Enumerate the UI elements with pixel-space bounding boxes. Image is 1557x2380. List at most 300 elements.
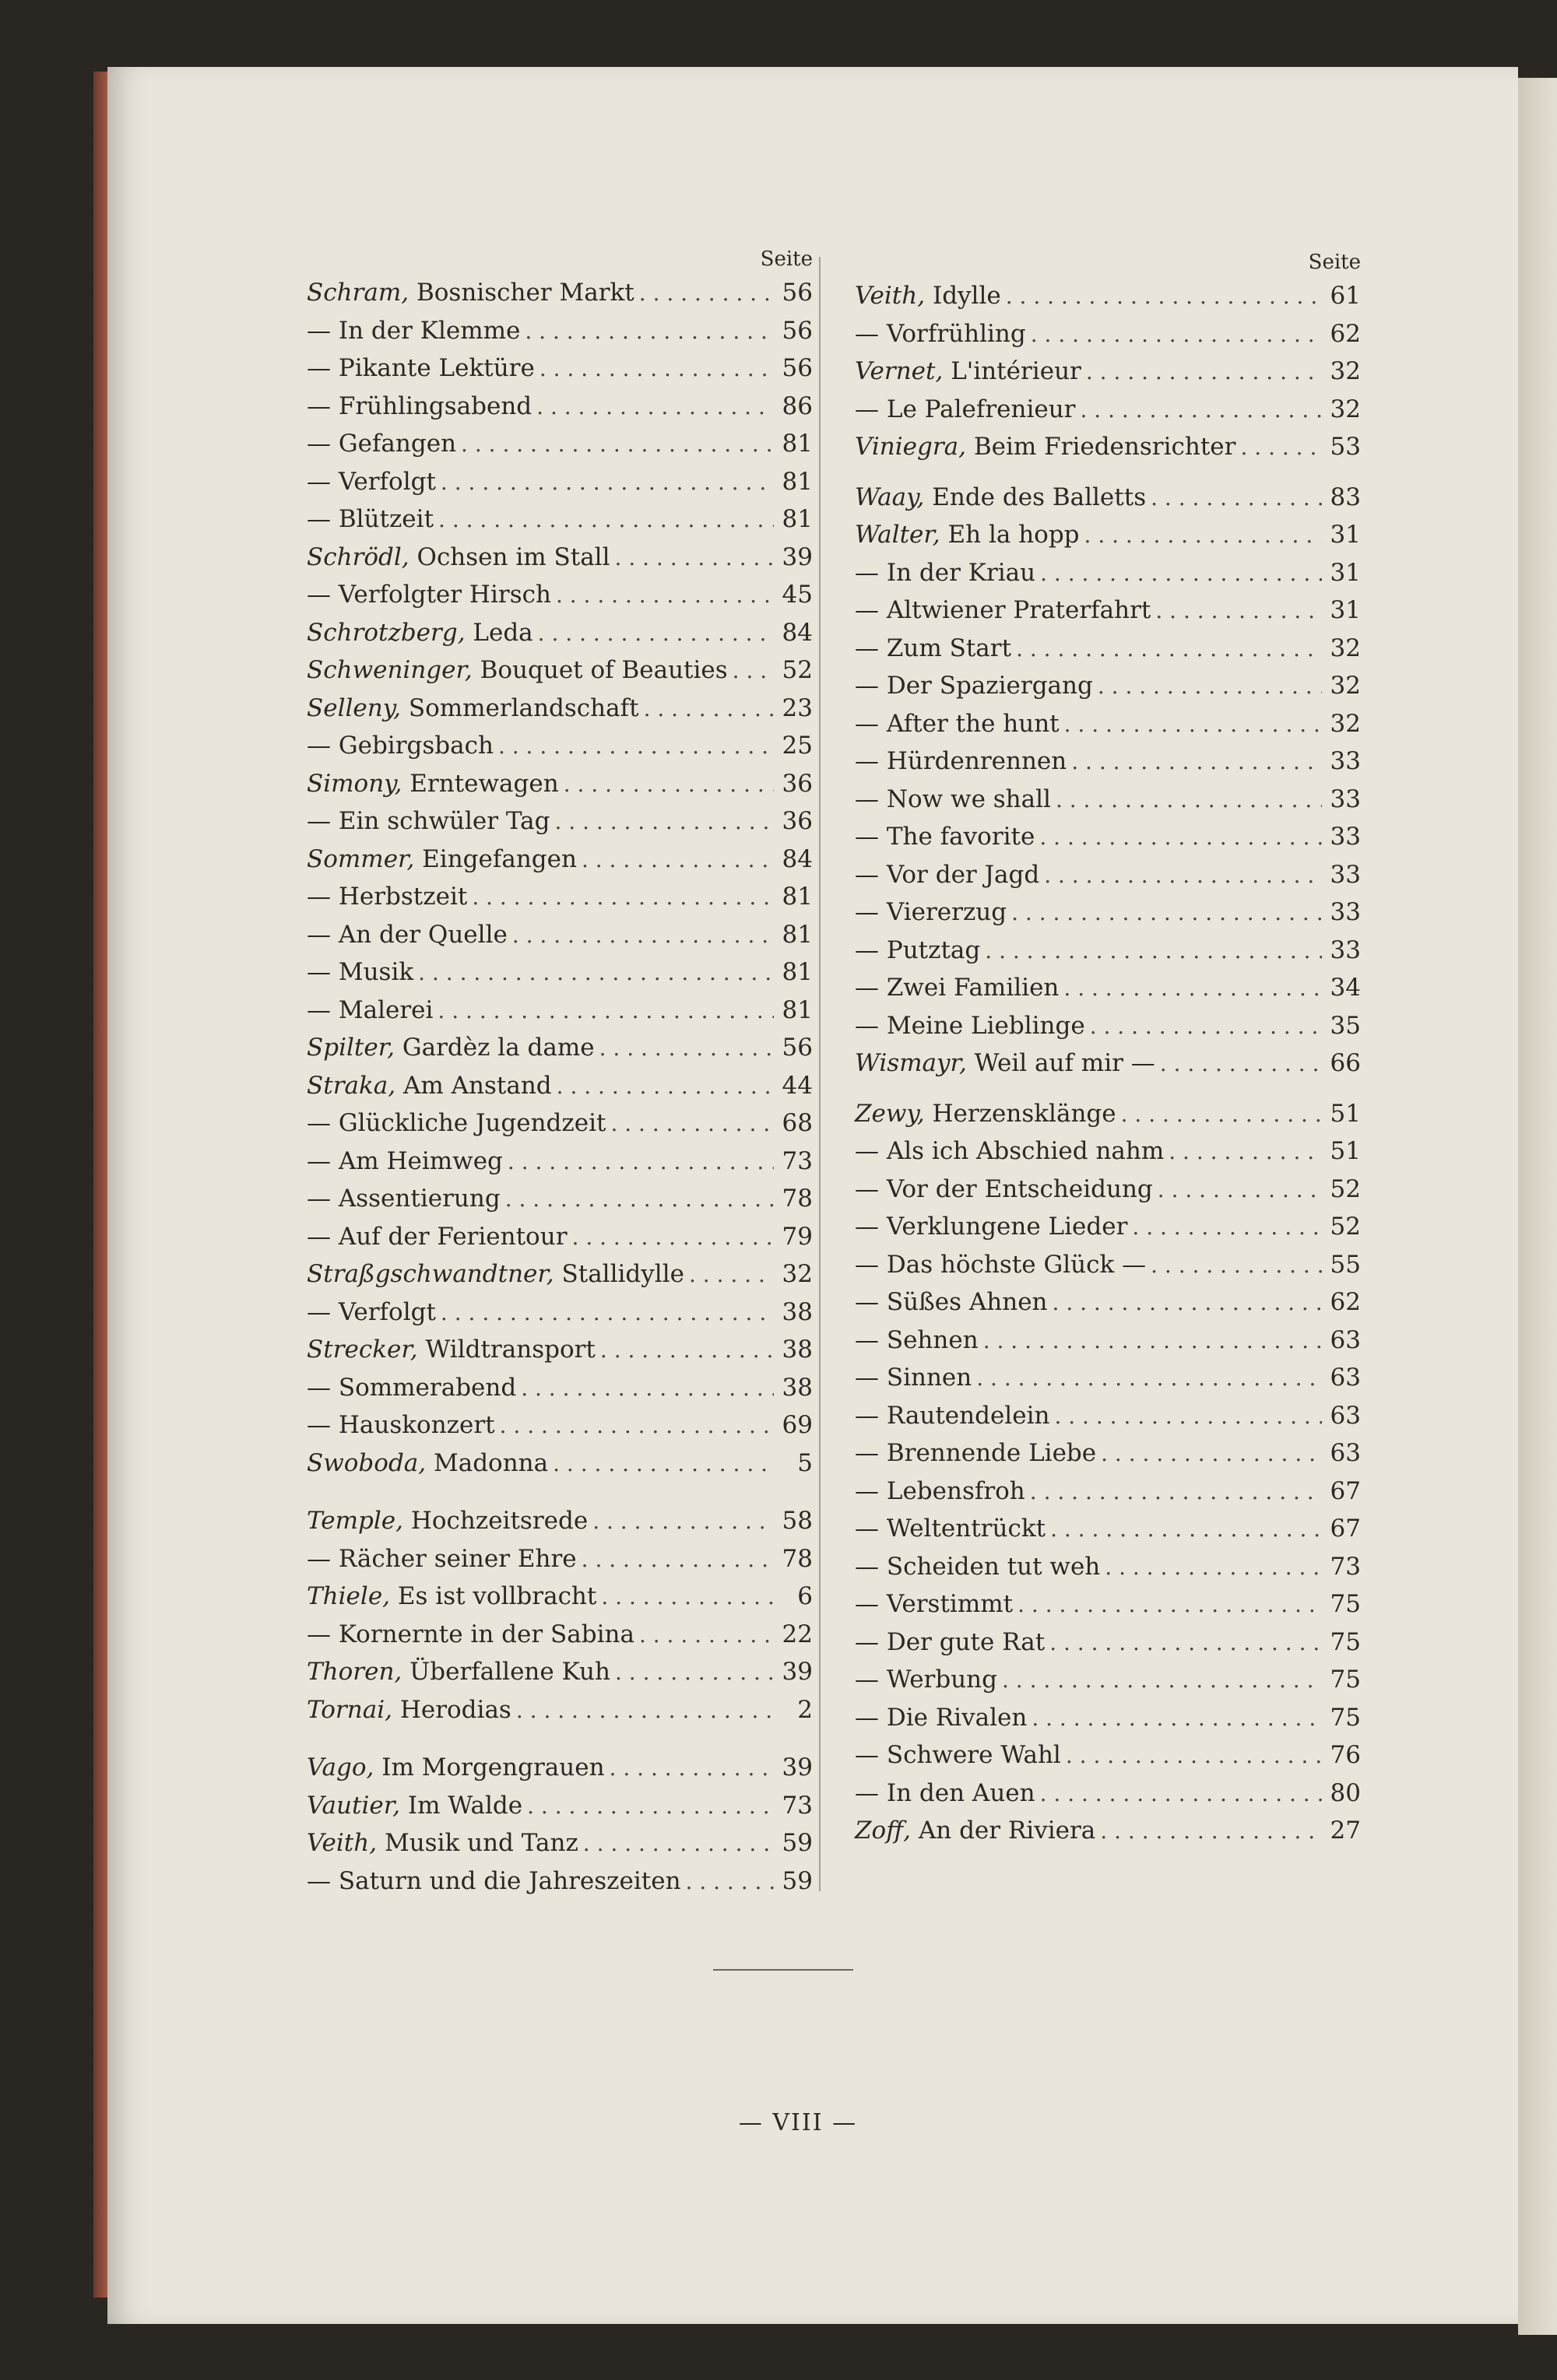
index-entry xyxy=(855,1434,1361,1473)
entry-text xyxy=(855,1510,1046,1548)
leader-dots xyxy=(572,1218,774,1257)
page-number: 44 xyxy=(782,1071,813,1100)
page-number: 39 xyxy=(782,1658,813,1686)
leader-dots xyxy=(1071,742,1322,781)
entry-text xyxy=(307,1218,568,1256)
page-number: 33 xyxy=(1330,747,1361,775)
leader-dots xyxy=(461,425,774,464)
artwork-title: Weil auf mir — xyxy=(966,1049,1155,1077)
page-number: 69 xyxy=(782,1411,813,1439)
page-number: 31 xyxy=(1330,521,1361,549)
page-number: 33 xyxy=(1330,936,1361,964)
page-number: 78 xyxy=(782,1185,813,1213)
index-entry xyxy=(307,1029,813,1067)
entry-text xyxy=(855,1171,1153,1209)
page-number: 31 xyxy=(1330,558,1361,587)
entry-text xyxy=(855,1812,1095,1850)
entry-text xyxy=(855,1359,972,1397)
leader-dots xyxy=(639,274,774,313)
entry-text xyxy=(307,1787,522,1825)
entry-text xyxy=(855,554,1035,592)
artwork-title: — Hauskonzert xyxy=(307,1411,495,1439)
artist-name: Schram, xyxy=(307,279,409,307)
artist-name: Simony, xyxy=(307,769,402,798)
index-entry xyxy=(307,1143,813,1181)
page-number: 56 xyxy=(782,1034,813,1062)
leader-dots xyxy=(582,1540,774,1579)
artwork-title: — Saturn und die Jahreszeiten xyxy=(307,1866,681,1895)
page-number: 81 xyxy=(782,430,813,458)
index-rows-right xyxy=(855,277,1361,1850)
leader-dots xyxy=(516,1691,774,1730)
leader-dots xyxy=(1155,591,1322,630)
artwork-title: — Musik xyxy=(307,958,414,986)
entry-text xyxy=(307,576,551,614)
leader-dots xyxy=(1031,315,1322,354)
artist-name: Thiele, xyxy=(307,1582,391,1610)
entry-text xyxy=(855,1322,979,1360)
artwork-title: — An der Quelle xyxy=(307,920,508,949)
leader-dots xyxy=(1151,1246,1322,1285)
page-number: 59 xyxy=(782,1866,813,1895)
leader-dots xyxy=(438,500,774,539)
artist-name: Zewy, xyxy=(855,1099,925,1128)
leader-dots xyxy=(1105,1548,1322,1587)
leader-dots xyxy=(557,1067,774,1106)
index-entry xyxy=(855,630,1361,668)
page-number: 45 xyxy=(782,581,813,609)
leader-dots xyxy=(554,802,774,841)
artwork-title: — Now we shall xyxy=(855,785,1051,813)
index-entry xyxy=(855,1322,1361,1360)
index-entry xyxy=(855,781,1361,819)
artwork-title: — Sinnen xyxy=(855,1364,972,1392)
leader-dots xyxy=(1017,1585,1322,1624)
artist-name: Straßgschwandtner, xyxy=(307,1260,554,1288)
index-entry xyxy=(307,878,813,916)
artwork-title: Beim Friedensrichter xyxy=(965,433,1236,461)
entry-text xyxy=(307,1255,684,1294)
entry-text xyxy=(307,992,433,1030)
index-entry xyxy=(855,554,1361,592)
page-number: 39 xyxy=(782,1753,813,1781)
section-gap xyxy=(855,1083,1361,1095)
page-number: 76 xyxy=(1330,1741,1361,1769)
entry-text xyxy=(307,1331,596,1369)
entry-text xyxy=(307,1029,595,1067)
index-entry xyxy=(307,916,813,954)
leader-dots xyxy=(1030,1473,1322,1511)
page-number: 22 xyxy=(782,1620,813,1648)
leader-dots xyxy=(441,1294,774,1332)
leader-dots xyxy=(556,576,774,615)
artist-name: Tornai, xyxy=(307,1695,392,1724)
index-entry xyxy=(855,1812,1361,1850)
artist-name: Selleny, xyxy=(307,693,401,722)
page-number: 73 xyxy=(782,1791,813,1820)
artwork-title: — Brennende Liebe xyxy=(855,1439,1097,1467)
leader-dots xyxy=(733,651,774,690)
leader-dots xyxy=(540,349,774,388)
index-entry xyxy=(307,1502,813,1540)
page-number: 73 xyxy=(782,1146,813,1175)
entry-text xyxy=(307,1502,588,1540)
index-entry xyxy=(855,1208,1361,1246)
index-entry xyxy=(855,1246,1361,1284)
index-entry xyxy=(307,1540,813,1578)
page-number: 75 xyxy=(1330,1590,1361,1618)
index-entry xyxy=(307,765,813,803)
page-number: 63 xyxy=(1330,1364,1361,1392)
artwork-title: — Frühlingsabend xyxy=(307,391,532,420)
leader-dots xyxy=(615,1653,774,1692)
column-divider xyxy=(819,257,821,1891)
leader-dots xyxy=(1101,1434,1322,1473)
artist-name: Spilter, xyxy=(307,1034,395,1062)
index-entry xyxy=(855,667,1361,705)
artwork-title: — Sommerabend xyxy=(307,1373,517,1402)
entry-text xyxy=(307,1616,634,1654)
leader-dots xyxy=(1090,1007,1322,1046)
leader-dots xyxy=(686,1862,774,1901)
artist-name: Zoff, xyxy=(855,1817,912,1845)
index-rows-left xyxy=(307,274,813,1900)
entry-text xyxy=(307,349,535,388)
page-number: 75 xyxy=(1330,1703,1361,1732)
page-number: 38 xyxy=(782,1373,813,1402)
artwork-title: — Gebirgsbach xyxy=(307,732,494,760)
leader-dots xyxy=(1100,1812,1322,1851)
artwork-title: Am Anstand xyxy=(395,1071,552,1100)
entry-text xyxy=(855,781,1051,819)
index-entry xyxy=(855,1661,1361,1699)
index-entry xyxy=(307,1180,813,1218)
footer-rule xyxy=(713,1969,853,1971)
entry-text xyxy=(307,388,532,426)
entry-text xyxy=(307,1369,516,1407)
entry-text xyxy=(855,1585,1013,1624)
leader-dots xyxy=(1151,479,1322,518)
index-entry xyxy=(307,1653,813,1691)
page-number: 5 xyxy=(797,1448,813,1477)
entry-text xyxy=(307,953,413,992)
page-number: 53 xyxy=(1330,433,1361,461)
artist-name: Vago, xyxy=(307,1753,374,1781)
leader-dots xyxy=(1040,1774,1322,1813)
page-number: 63 xyxy=(1330,1325,1361,1354)
leader-dots xyxy=(564,765,774,804)
page-number: 33 xyxy=(1330,860,1361,889)
entry-text xyxy=(307,841,577,879)
page-number: 2 xyxy=(797,1695,813,1724)
artwork-title: An der Riviera xyxy=(911,1817,1096,1845)
leader-dots xyxy=(976,1359,1322,1398)
entry-text xyxy=(855,1661,997,1699)
artwork-title: Madonna xyxy=(426,1448,549,1477)
artwork-title: Hochzeitsrede xyxy=(402,1507,589,1535)
artwork-title: — Das höchste Glück — xyxy=(855,1250,1147,1279)
page-number: 83 xyxy=(1330,483,1361,511)
leader-dots xyxy=(1240,428,1322,467)
artwork-title: — Verfolgt xyxy=(307,1297,436,1326)
index-entry xyxy=(307,1691,813,1729)
index-entry xyxy=(307,1406,813,1444)
page-number: 33 xyxy=(1330,898,1361,926)
leader-dots xyxy=(1158,1171,1322,1209)
entry-text xyxy=(855,1434,1096,1473)
artwork-title: — Gefangen xyxy=(307,430,457,458)
page-number: 34 xyxy=(1330,974,1361,1002)
leader-dots xyxy=(1121,1095,1322,1134)
artwork-title: — Vor der Entscheidung xyxy=(855,1174,1153,1203)
page-number: 66 xyxy=(1330,1049,1361,1077)
entry-text xyxy=(855,893,1007,932)
entry-text xyxy=(855,969,1059,1007)
entry-text xyxy=(307,1749,605,1787)
entry-text xyxy=(855,391,1076,429)
next-page-edge xyxy=(1518,78,1557,2335)
entry-text xyxy=(855,1283,1048,1322)
page-number: 33 xyxy=(1330,785,1361,813)
leader-dots xyxy=(1050,1510,1322,1549)
entry-text xyxy=(855,277,1001,315)
page-number: 81 xyxy=(782,958,813,986)
index-entry xyxy=(307,651,813,690)
artist-name: Sommer, xyxy=(307,844,415,873)
page-number: 51 xyxy=(1330,1099,1361,1128)
page-number: 81 xyxy=(782,995,813,1024)
artwork-title: Stallidylle xyxy=(554,1260,684,1288)
index-entry xyxy=(855,856,1361,894)
page-number: 78 xyxy=(782,1544,813,1573)
index-entry xyxy=(855,1007,1361,1045)
page-number: 36 xyxy=(782,769,813,798)
page-number: 59 xyxy=(782,1829,813,1857)
index-entry xyxy=(307,1369,813,1407)
entry-text xyxy=(855,1774,1035,1813)
page-number: 75 xyxy=(1330,1627,1361,1656)
leader-dots xyxy=(599,1029,774,1068)
index-entry xyxy=(855,1774,1361,1813)
artwork-title: — Ein schwüler Tag xyxy=(307,807,550,835)
entry-text xyxy=(855,1397,1049,1435)
index-entry xyxy=(855,742,1361,781)
index-entry xyxy=(855,391,1361,429)
index-entry xyxy=(307,802,813,841)
page-number: 32 xyxy=(1330,634,1361,662)
index-entry xyxy=(307,841,813,879)
index-entry xyxy=(855,893,1361,932)
page-number: 33 xyxy=(1330,823,1361,851)
leader-dots xyxy=(644,690,774,728)
leader-dots xyxy=(1098,667,1322,706)
page-number: 32 xyxy=(782,1260,813,1288)
artist-name: Schrödl, xyxy=(307,542,409,571)
entry-text xyxy=(855,1548,1100,1586)
section-gap xyxy=(307,1729,813,1749)
artwork-title: — Werbung xyxy=(855,1666,997,1694)
entry-text xyxy=(855,1624,1045,1662)
leader-dots xyxy=(1132,1208,1322,1247)
entry-text xyxy=(307,500,434,539)
artwork-title: — Am Heimweg xyxy=(307,1146,503,1175)
artwork-title: Erntewagen xyxy=(402,769,559,798)
index-entry xyxy=(855,1624,1361,1662)
leader-dots xyxy=(689,1255,774,1294)
index-entry xyxy=(855,479,1361,517)
artwork-title: Gardèz la dame xyxy=(394,1034,595,1062)
page-number: 52 xyxy=(1330,1174,1361,1203)
artwork-title: — Schwere Wahl xyxy=(855,1741,1061,1769)
index-entry xyxy=(307,312,813,350)
leader-dots xyxy=(472,878,774,917)
index-entry xyxy=(307,1104,813,1143)
leader-dots xyxy=(505,1180,774,1219)
entry-text xyxy=(307,916,508,954)
leader-dots xyxy=(600,1331,774,1370)
entry-text xyxy=(307,878,467,916)
index-entry xyxy=(307,953,813,992)
entry-text xyxy=(307,1444,548,1483)
entry-text xyxy=(855,1246,1146,1284)
leader-dots xyxy=(1006,277,1322,316)
entry-text xyxy=(855,1044,1155,1083)
entry-text xyxy=(855,516,1080,554)
page-number: 79 xyxy=(782,1222,813,1251)
index-entry xyxy=(855,932,1361,970)
artist-name: Straka, xyxy=(307,1071,396,1100)
entry-text xyxy=(855,1699,1027,1737)
page-number: 84 xyxy=(782,618,813,647)
entry-text xyxy=(307,274,634,312)
index-entry xyxy=(855,591,1361,630)
leader-dots xyxy=(1011,893,1322,932)
page-folio: — VIII — xyxy=(738,2109,858,2136)
artwork-title: — Glückliche Jugendzeit xyxy=(307,1109,606,1137)
index-entry xyxy=(855,1699,1361,1737)
page-number: 75 xyxy=(1330,1666,1361,1694)
page-number: 80 xyxy=(1330,1778,1361,1807)
artwork-title: — Süßes Ahnen xyxy=(855,1288,1048,1316)
artwork-title: — Verfolgt xyxy=(307,467,436,496)
artwork-title: Es ist vollbracht xyxy=(390,1582,597,1610)
page-number: 56 xyxy=(782,354,813,382)
index-entry xyxy=(855,315,1361,353)
page-number: 52 xyxy=(782,656,813,684)
artist-name: Schrotzberg, xyxy=(307,618,466,647)
entry-text xyxy=(855,856,1039,894)
entry-text xyxy=(307,727,494,765)
artwork-title: Ochsen im Stall xyxy=(409,542,610,571)
entry-text xyxy=(307,1143,503,1181)
artwork-title: — Zwei Familien xyxy=(855,974,1060,1002)
artwork-title: — After the hunt xyxy=(855,709,1060,738)
leader-dots xyxy=(508,1143,774,1181)
entry-text xyxy=(855,667,1093,705)
leader-dots xyxy=(1032,1699,1322,1738)
index-entry xyxy=(307,425,813,463)
artwork-title: — Weltentrückt xyxy=(855,1515,1046,1543)
artwork-title: — Pikante Lektüre xyxy=(307,354,535,382)
index-entry xyxy=(855,1473,1361,1511)
artwork-title: — Altwiener Praterfahrt xyxy=(855,596,1151,624)
index-entry xyxy=(307,500,813,539)
index-entry xyxy=(307,992,813,1030)
leader-dots xyxy=(1064,705,1322,744)
page-number: 81 xyxy=(782,467,813,496)
artwork-title: L'intérieur xyxy=(943,357,1081,385)
page-number: 52 xyxy=(1330,1213,1361,1241)
artist-name: Vautier, xyxy=(307,1791,400,1820)
artist-name: Waay, xyxy=(855,483,925,511)
page-number: 31 xyxy=(1330,596,1361,624)
index-entry xyxy=(307,1824,813,1862)
leader-dots xyxy=(1039,818,1322,857)
leader-dots xyxy=(418,953,774,992)
index-entry xyxy=(855,1095,1361,1133)
leader-dots xyxy=(1002,1661,1322,1700)
leader-dots xyxy=(536,388,774,427)
entry-text xyxy=(855,428,1235,466)
artist-name: Vernet, xyxy=(855,357,944,385)
entry-text xyxy=(307,1862,681,1901)
index-entry xyxy=(855,1736,1361,1774)
index-entry xyxy=(855,1510,1361,1548)
index-entry xyxy=(855,1132,1361,1171)
entry-text xyxy=(307,765,559,803)
entry-text xyxy=(307,1653,610,1691)
artist-name: Veith, xyxy=(307,1829,378,1857)
artist-name: Temple, xyxy=(307,1507,403,1535)
leader-dots xyxy=(438,992,774,1030)
artwork-title: Wildtransport xyxy=(417,1336,596,1364)
index-entry xyxy=(855,1585,1361,1624)
leader-dots xyxy=(1063,969,1322,1008)
entry-text xyxy=(307,1104,606,1143)
index-entry xyxy=(855,1548,1361,1586)
index-entry xyxy=(307,1218,813,1256)
leader-dots xyxy=(610,1749,774,1788)
artwork-title: — In der Klemme xyxy=(307,316,521,345)
index-entry xyxy=(307,1444,813,1483)
leader-dots xyxy=(1054,1397,1322,1436)
artwork-title: Musik und Tanz xyxy=(377,1829,578,1857)
artwork-title: — Assentierung xyxy=(307,1185,501,1213)
page-number: 86 xyxy=(782,391,813,420)
page-number: 32 xyxy=(1330,672,1361,700)
artist-name: Walter, xyxy=(855,521,940,549)
leader-dots xyxy=(639,1616,774,1655)
artwork-title: Bouquet of Beauties xyxy=(472,656,728,684)
entry-text xyxy=(855,705,1060,743)
entry-text xyxy=(307,802,550,841)
page-number: 23 xyxy=(782,693,813,722)
page-number: 84 xyxy=(782,844,813,873)
artwork-title: — Rächer seiner Ehre xyxy=(307,1544,577,1573)
page-number: 81 xyxy=(782,920,813,949)
page-number: 36 xyxy=(782,807,813,835)
page-number: 56 xyxy=(782,316,813,345)
index-entry xyxy=(855,1359,1361,1397)
index-entry xyxy=(307,727,813,765)
entry-text xyxy=(855,1007,1085,1045)
seite-header-right: Seite xyxy=(1308,251,1361,274)
artwork-title: — Hürdenrennen xyxy=(855,747,1067,775)
entry-text xyxy=(855,353,1081,391)
artwork-title: — Der gute Rat xyxy=(855,1627,1046,1656)
artwork-title: Idylle xyxy=(925,282,1001,310)
index-entry xyxy=(307,1749,813,1787)
